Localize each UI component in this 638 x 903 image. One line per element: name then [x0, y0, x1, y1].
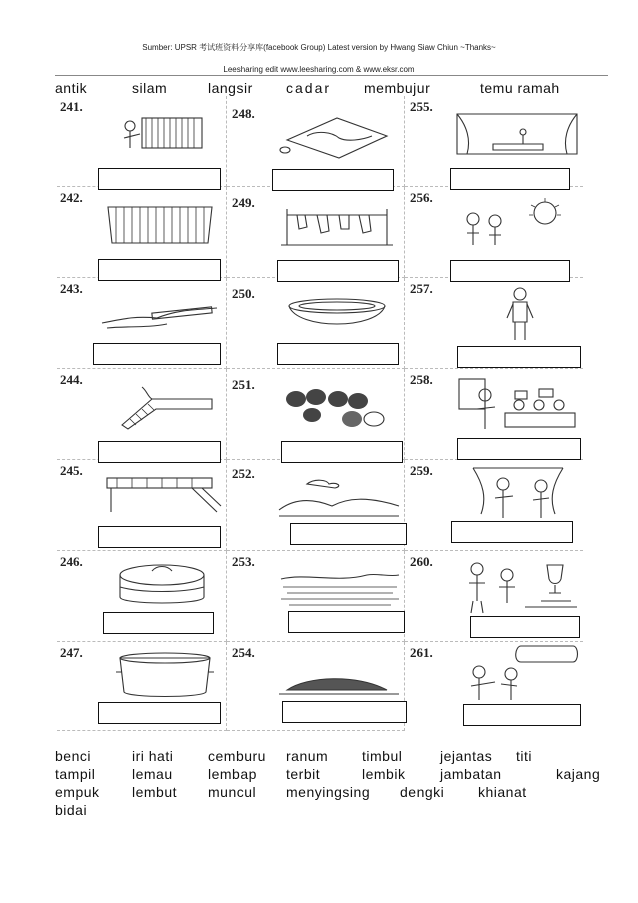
- word-bottom-0-2: cemburu: [208, 748, 266, 764]
- item-number: 246.: [60, 554, 83, 569]
- word-bottom-0-0: benci: [55, 748, 91, 764]
- word-top-0: antik: [55, 80, 88, 96]
- clothesline-icon: [277, 199, 397, 249]
- woven-mat-weaving-icon: [112, 114, 222, 156]
- answer-box-260[interactable]: [470, 616, 580, 638]
- island-icon: [277, 662, 402, 698]
- answer-box-245[interactable]: [98, 526, 221, 548]
- word-bottom-2-3: menyingsing: [286, 784, 371, 800]
- item-number: 257.: [410, 281, 433, 296]
- cake-icon: [112, 557, 212, 612]
- worksheet-grid: [57, 96, 583, 731]
- window-curtain-icon: [453, 464, 581, 522]
- word-bottom-1-1: lemau: [132, 766, 173, 782]
- word-bottom-2-5: khianat: [478, 784, 527, 800]
- answer-box-243[interactable]: [93, 343, 221, 365]
- item-249: [227, 187, 405, 278]
- word-bottom-1-6: kajang: [556, 766, 601, 782]
- item-number: 255.: [410, 99, 433, 114]
- item-243: [57, 278, 227, 369]
- item-number: 254.: [232, 645, 255, 660]
- item-number: 258.: [410, 372, 433, 387]
- item-number: 248.: [232, 106, 255, 121]
- standing-boy-icon: [495, 284, 545, 344]
- item-256: [405, 187, 583, 278]
- word-bottom-0-1: iri hati: [132, 748, 174, 764]
- item-258: [405, 369, 583, 460]
- item-252: [227, 460, 405, 551]
- word-bottom-2-1: lembut: [132, 784, 178, 800]
- word-bottom-0-3: ranum: [286, 748, 329, 764]
- item-number: 253.: [232, 554, 255, 569]
- answer-box-261[interactable]: [463, 704, 581, 726]
- answer-box-250[interactable]: [277, 343, 399, 365]
- stage-curtain-icon: [453, 110, 581, 160]
- word-bottom-1-0: tampil: [55, 766, 96, 782]
- edit-line: Leesharing edit www.leesharing.com & www.eksr.com: [223, 65, 415, 74]
- answer-box-247[interactable]: [98, 702, 221, 724]
- word-bottom-1-2: lembap: [208, 766, 257, 782]
- answer-box-254[interactable]: [282, 701, 407, 723]
- item-number: 256.: [410, 190, 433, 205]
- source-line: Sumber: UPSR 考试班资料分享库(facebook Group) Latest version by Hwang Siaw Chiun ~Thanks~: [142, 43, 496, 52]
- answer-box-253[interactable]: [288, 611, 405, 633]
- answer-box-246[interactable]: [103, 612, 214, 634]
- item-250: [227, 278, 405, 369]
- fruits-icon: [282, 383, 392, 429]
- answer-box-258[interactable]: [457, 438, 581, 460]
- interview-icon: [455, 644, 581, 704]
- bamboo-blind-icon: [102, 199, 222, 249]
- stone-bridge-stairs-icon: [112, 379, 222, 431]
- item-number: 260.: [410, 554, 433, 569]
- wok-bowl-icon: [282, 296, 392, 336]
- item-244: [57, 369, 227, 460]
- item-259: [405, 460, 583, 551]
- item-241: [57, 96, 227, 187]
- answer-box-259[interactable]: [451, 521, 573, 543]
- word-bottom-1-3: terbit: [286, 766, 321, 782]
- children-sun-icon: [453, 197, 581, 251]
- word-bottom-0-6: titi: [516, 748, 532, 764]
- word-bottom-2-2: muncul: [208, 784, 257, 800]
- item-245: [57, 460, 227, 551]
- word-bottom-1-5: jambatan: [440, 766, 502, 782]
- word-top-4: membujur: [364, 80, 431, 96]
- item-242: [57, 187, 227, 278]
- item-247: [57, 642, 227, 731]
- item-number: 250.: [232, 286, 255, 301]
- word-bottom-1-4: lembik: [362, 766, 406, 782]
- bedsheet-icon: [277, 110, 397, 160]
- item-number: 245.: [60, 463, 83, 478]
- header-rule: [55, 75, 608, 76]
- item-number: 252.: [232, 466, 255, 481]
- word-bottom-2-0: empuk: [55, 784, 100, 800]
- item-246: [57, 551, 227, 642]
- item-number: 261.: [410, 645, 433, 660]
- item-number: 249.: [232, 195, 255, 210]
- item-number: 259.: [410, 463, 433, 478]
- item-number: 241.: [60, 99, 83, 114]
- item-255: [405, 96, 583, 187]
- trophy-icon: [455, 557, 581, 615]
- rice-pot-icon: [112, 648, 217, 700]
- item-251: [227, 369, 405, 460]
- word-bottom-3-0: bidai: [55, 802, 88, 818]
- sunrise-sea-icon: [277, 559, 402, 611]
- item-261: [405, 642, 583, 731]
- item-257: [405, 278, 583, 369]
- bamboo-pole-bridge-icon: [97, 288, 222, 333]
- word-top-5: temu ramah: [480, 80, 560, 96]
- word-bottom-0-5: jejantas: [440, 748, 493, 764]
- word-bottom-2-4: dengki: [400, 784, 445, 800]
- answer-box-257[interactable]: [457, 346, 581, 368]
- item-253: [227, 551, 405, 642]
- answer-box-252[interactable]: [290, 523, 407, 545]
- word-top-2: langsir: [208, 80, 253, 96]
- item-248: [227, 96, 405, 187]
- word-bottom-0-4: timbul: [362, 748, 403, 764]
- item-number: 242.: [60, 190, 83, 205]
- classroom-icon: [455, 377, 581, 435]
- item-260: [405, 551, 583, 642]
- item-number: 244.: [60, 372, 83, 387]
- word-top-1: silam: [132, 80, 168, 96]
- item-number: 247.: [60, 645, 83, 660]
- item-254: [227, 642, 405, 731]
- item-number: 243.: [60, 281, 83, 296]
- item-number: 251.: [232, 377, 255, 392]
- word-top-3: cadar: [286, 80, 332, 96]
- overpass-bridge-icon: [97, 468, 222, 518]
- hills-icon: [277, 470, 402, 520]
